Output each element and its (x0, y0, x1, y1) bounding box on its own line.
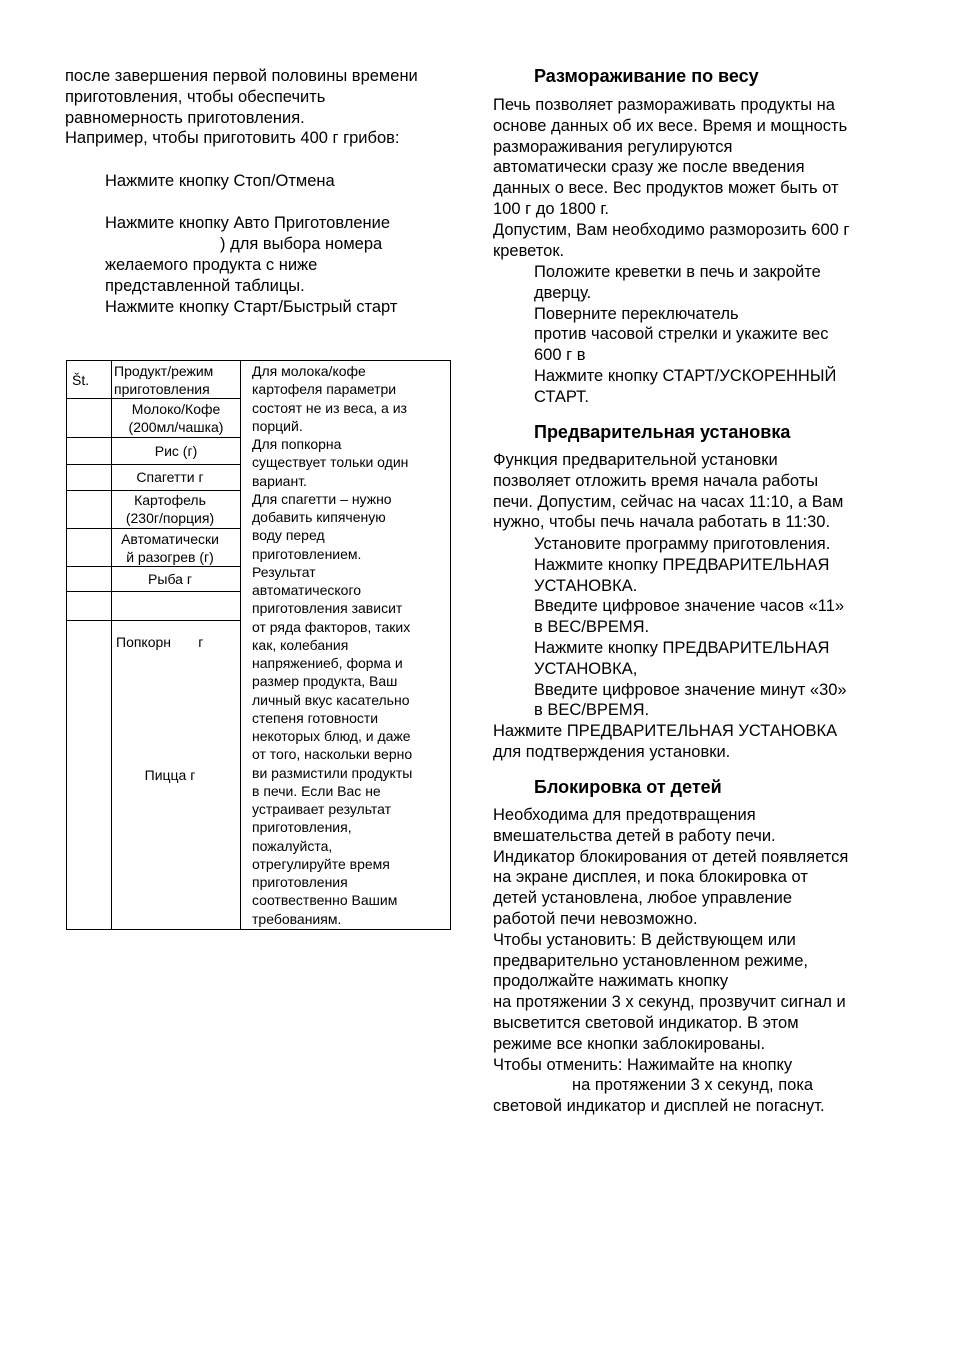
text-line: ) для выбора номера (220, 235, 383, 253)
text-line: Печь позволяет размораживать продукты на (493, 96, 835, 114)
step-stop-cancel: Нажмите кнопку Стоп/Отмена (105, 172, 335, 190)
text-line: приготовления, чтобы обеспечить (65, 88, 326, 106)
text-line: Введите цифровое значение минут «30» (534, 680, 847, 699)
text-line: позволяет отложить время начала работы (493, 471, 819, 490)
note-line: Для спагетти – нужно (252, 490, 392, 507)
text-line: предварительно установленном режиме, (493, 951, 808, 970)
text-line: для подтверждения установки. (493, 742, 731, 761)
text-line: Нажмите кнопку СТАРТ/УСКОРЕННЫЙ (534, 367, 837, 385)
table-border-top (66, 360, 451, 361)
table-row-divider (66, 437, 241, 438)
text-line: 600 г в (534, 346, 586, 365)
note-line: картофеля параметри (252, 381, 397, 398)
text-line: световой индикатор и дисплей не погаснут. (493, 1097, 825, 1116)
text-line: режиме все кнопки заблокированы. (493, 1034, 766, 1053)
note-line: как, колебания (252, 636, 349, 653)
table-row (112, 570, 228, 588)
note-line: личный вкус касательно (252, 691, 410, 708)
text-line: Например, чтобы приготовить 400 г грибов: (65, 129, 400, 147)
text-line: Индикатор блокирования от детей появляется (493, 847, 849, 866)
text-line: нужно, чтобы печь начала работать в 11:30. (493, 513, 831, 532)
table-col-divider (240, 360, 241, 930)
text-line: размораживания регулируются (493, 137, 733, 156)
text-line: против часовой стрелки и укажите вес (534, 325, 829, 344)
text-line: Нажмите ПРЕДВАРИТЕЛЬНАЯ УСТАНОВКА (493, 722, 838, 740)
text-line: основе данных об их весе. Время и мощность (493, 116, 848, 135)
text-line: высветится световой индикатор. В этом (493, 1014, 799, 1032)
header-line: Продукт/режим (114, 363, 214, 379)
section-title-child-lock: Блокировка от детей (534, 777, 722, 797)
note-line: Для попкорна (252, 436, 342, 452)
text-line: после завершения первой половины времени (65, 67, 418, 85)
text-line: Поверните переключатель (534, 304, 739, 323)
text-line: желаемого продукта с ниже (105, 256, 318, 274)
note-line: напряжениеб, форма и (252, 655, 403, 671)
row-line: Рыба г (148, 571, 192, 587)
text-line: дверцу. (534, 283, 592, 302)
header-line: приготовления (114, 381, 210, 397)
table-row (112, 468, 228, 486)
note-line: от ряда факторов, таких (252, 618, 411, 635)
text-line: Нажмите кнопку ПРЕДВАРИТЕЛЬНАЯ (534, 639, 830, 657)
text-line: на экране дисплея, и пока блокировка от (493, 868, 808, 887)
note-line: некоторых блюд, и даже (252, 728, 411, 744)
row-line: Картофель (134, 492, 206, 508)
text-line: на протяжении 3 х секунд, прозвучит сигнал и (493, 993, 846, 1012)
row-line: Пицца г (144, 767, 196, 783)
text-line: автоматически сразу же после введения (493, 158, 805, 177)
text-line: представленной таблицы. (105, 277, 305, 295)
text-line: Допустим, Вам необходимо разморозить 600 г (493, 220, 850, 239)
text-line: Положите креветки в печь и закройте (534, 263, 821, 281)
note-line: добавить кипяченую (252, 509, 386, 525)
note-line: вариант. (252, 472, 307, 489)
text-line: в ВЕС/ВРЕМЯ. (534, 618, 650, 637)
note-line: устраивает результат (252, 801, 392, 817)
text-line: Установите программу приготовления. (534, 535, 831, 553)
note-line: существует тольки один (252, 454, 409, 471)
text-line: Нажмите кнопку Старт/Быстрый старт (105, 298, 398, 316)
table-row (112, 491, 228, 527)
row-line: Спагетти г (136, 469, 204, 485)
table-border-right (450, 360, 451, 930)
row-line: й разогрев (г) (126, 549, 214, 565)
table-row-divider (66, 566, 241, 567)
note-line: приготовления (252, 874, 348, 890)
note-line: соотвественно Вашим (252, 892, 398, 909)
note-line: степеня готовности (252, 709, 379, 726)
note-line: Для молока/кофе (252, 363, 366, 379)
note-line: размер продукта, Ваш (252, 673, 398, 690)
row-line: (200мл/чашка) (128, 419, 224, 435)
table-row-divider (66, 528, 241, 529)
text-line: детей установлена, любое управление (493, 889, 793, 908)
text-line: Нажмите кнопку ПРЕДВАРИТЕЛЬНАЯ (534, 555, 830, 574)
text-line: печи. Допустим, сейчас на часах 11:10, а Вам (493, 492, 844, 511)
table-border-bottom (66, 929, 451, 930)
text-line: Функция предварительной установки (493, 451, 778, 469)
table-header-product (112, 362, 240, 398)
table-header-number: Št. (72, 372, 90, 388)
note-line: автоматического (252, 582, 362, 598)
text-line: на протяжении 3 х секунд, пока (572, 1076, 814, 1095)
text-line: данных о весе. Вес продуктов может быть от (493, 179, 839, 198)
table-row-divider (66, 464, 241, 465)
text-line: равномерность приготовления. (65, 109, 305, 127)
table-border-left (66, 360, 67, 930)
text-line: работой печи невозможно. (493, 910, 698, 928)
text-line: 100 г до 1800 г. (493, 200, 609, 218)
table-row-divider (66, 591, 241, 592)
note-line: приготовления, (252, 819, 352, 836)
note-line: в печи. Если Вас не (252, 782, 381, 799)
note-line: требованиям. (252, 910, 342, 927)
table-row (112, 442, 240, 460)
row-line: (230г/порция) (125, 510, 215, 526)
note-line: порций. (252, 417, 303, 434)
note-line: пожалуйста, (252, 837, 333, 854)
text-line: продолжайте нажимать кнопку (493, 972, 729, 991)
note-line: воду перед (252, 527, 325, 544)
row-line: Попкорн г (116, 634, 204, 650)
table-row (112, 766, 228, 784)
row-line: Молоко/Кофе (131, 401, 221, 417)
text-line: Необходима для предотвращения (493, 806, 756, 824)
row-line: Рис (г) (154, 443, 198, 459)
table-row (112, 530, 228, 566)
text-line: Введите цифровое значение часов «11» (534, 597, 845, 616)
note-line: Результат (252, 563, 316, 580)
note-line: отрегулируйте время (252, 855, 390, 872)
note-line: ви размистили продукты (252, 764, 413, 781)
text-line: УСТАНОВКА, (534, 659, 638, 678)
note-line: приготовления зависит (252, 600, 403, 617)
text-line: креветок. (493, 241, 565, 260)
text-line: вмешательства детей в работу печи. (493, 826, 776, 845)
note-line: приготовлением. (252, 545, 362, 562)
note-line: от того, наскольки верно (252, 746, 413, 763)
note-line: состоят не из веса, а из (252, 399, 407, 416)
text-line: СТАРТ. (534, 387, 590, 406)
text-line: УСТАНОВКА. (534, 576, 638, 595)
text-line: Нажмите кнопку Авто Приготовление (105, 214, 391, 232)
table-row (116, 597, 203, 687)
text-line: Чтобы установить: В действующем или (493, 930, 796, 949)
row-line: Автоматически (121, 531, 219, 547)
section-title-preset: Предварительная установка (534, 422, 791, 442)
table-row-divider (66, 398, 241, 399)
table-row (112, 400, 240, 436)
section-title-defrost: Размораживание по весу (534, 66, 759, 86)
text-line: в ВЕС/ВРЕМЯ. (534, 701, 650, 720)
text-line: Чтобы отменить: Нажимайте на кнопку (493, 1055, 793, 1074)
